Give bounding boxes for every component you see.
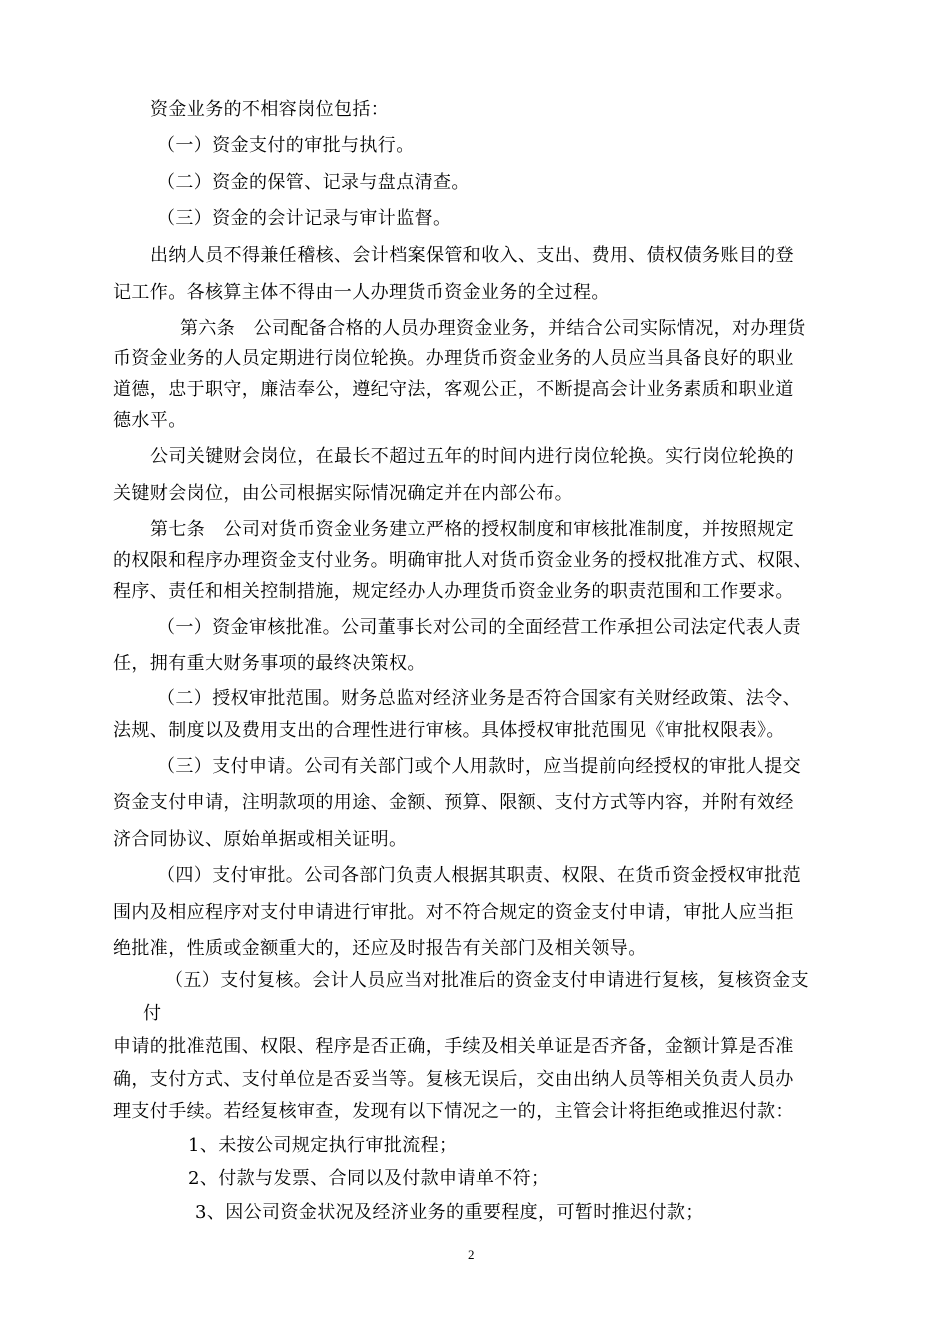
text-line: 币资金业务的人员定期进行岗位轮换。办理货币资金业务的人员应当具备良好的职业 xyxy=(113,348,794,369)
text-line: 绝批准，性质或金额重大的，还应及时报告有关部门及相关领导。 xyxy=(113,938,647,959)
text-line: 关键财会岗位，由公司根据实际情况确定并在内部公布。 xyxy=(113,483,573,504)
text-line: （二）授权审批范围。财务总监对经济业务是否符合国家有关财经政策、法令、 xyxy=(157,688,801,709)
text-line: 1、未按公司规定执行审批流程； xyxy=(188,1135,458,1156)
text-line: 程序、责任和相关控制措施，规定经办人办理货币资金业务的职责范围和工作要求。 xyxy=(113,581,794,602)
text-line: 任，拥有重大财务事项的最终决策权。 xyxy=(113,653,426,674)
text-line: 资金支付申请，注明款项的用途、金额、预算、限额、支付方式等内容，并附有效经 xyxy=(113,792,794,813)
text-line: （一）资金支付的审批与执行。 xyxy=(157,135,415,156)
text-line: 道德，忠于职守，廉洁奉公，遵纪守法，客观公正，不断提高会计业务素质和职业道 xyxy=(113,379,794,400)
text-line: 济合同协议、原始单据或相关证明。 xyxy=(113,829,408,850)
text-line: 确，支付方式、支付单位是否妥当等。复核无误后，交由出纳人员等相关负责人员办 xyxy=(113,1069,794,1090)
text-line: （二）资金的保管、记录与盘点清查。 xyxy=(157,172,470,193)
text-line: 2、付款与发票、合同以及付款申请单不符； xyxy=(188,1168,550,1189)
text-line: （五）支付复核。会计人员应当对批准后的资金支付申请进行复核，复核资金支 xyxy=(165,970,809,991)
text-line: 记工作。各核算主体不得由一人办理货币资金业务的全过程。 xyxy=(113,282,610,303)
text-line: 法规、制度以及费用支出的合理性进行审核。具体授权审批范围见《审批权限表》。 xyxy=(113,720,785,741)
text-line: 第六条 公司配备合格的人员办理资金业务，并结合公司实际情况，对办理货 xyxy=(180,318,806,339)
text-line: 出纳人员不得兼任稽核、会计档案保管和收入、支出、费用、债权债务账目的登 xyxy=(150,245,794,266)
text-line: 理支付手续。若经复核审查，发现有以下情况之一的，主管会计将拒绝或推迟付款： xyxy=(113,1101,794,1122)
text-line: 3、因公司资金状况及经济业务的重要程度，可暂时推迟付款； xyxy=(195,1202,704,1223)
text-line: 资金业务的不相容岗位包括： xyxy=(150,99,390,120)
text-line: 申请的批准范围、权限、程序是否正确，手续及相关单证是否齐备，金额计算是否准 xyxy=(113,1036,794,1057)
text-line: （一）资金审核批准。公司董事长对公司的全面经营工作承担公司法定代表人责 xyxy=(157,617,801,638)
text-line: （三）支付申请。公司有关部门或个人用款时，应当提前向经授权的审批人提交 xyxy=(157,756,801,777)
text-line: 德水平。 xyxy=(113,410,187,431)
text-line: （四）支付审批。公司各部门负责人根据其职责、权限、在货币资金授权审批范 xyxy=(157,865,801,886)
text-line: 付 xyxy=(143,1003,162,1024)
text-line: （三）资金的会计记录与审计监督。 xyxy=(157,208,452,229)
page-number: 2 xyxy=(468,1247,475,1262)
text-line: 的权限和程序办理资金支付业务。明确审批人对货币资金业务的授权批准方式、权限、 xyxy=(113,550,813,571)
text-line: 公司关键财会岗位，在最长不超过五年的时间内进行岗位轮换。实行岗位轮换的 xyxy=(150,446,794,467)
text-line: 第七条 公司对货币资金业务建立严格的授权制度和审核批准制度，并按照规定 xyxy=(150,519,794,540)
text-line: 围内及相应程序对支付申请进行审批。对不符合规定的资金支付申请，审批人应当拒 xyxy=(113,902,794,923)
